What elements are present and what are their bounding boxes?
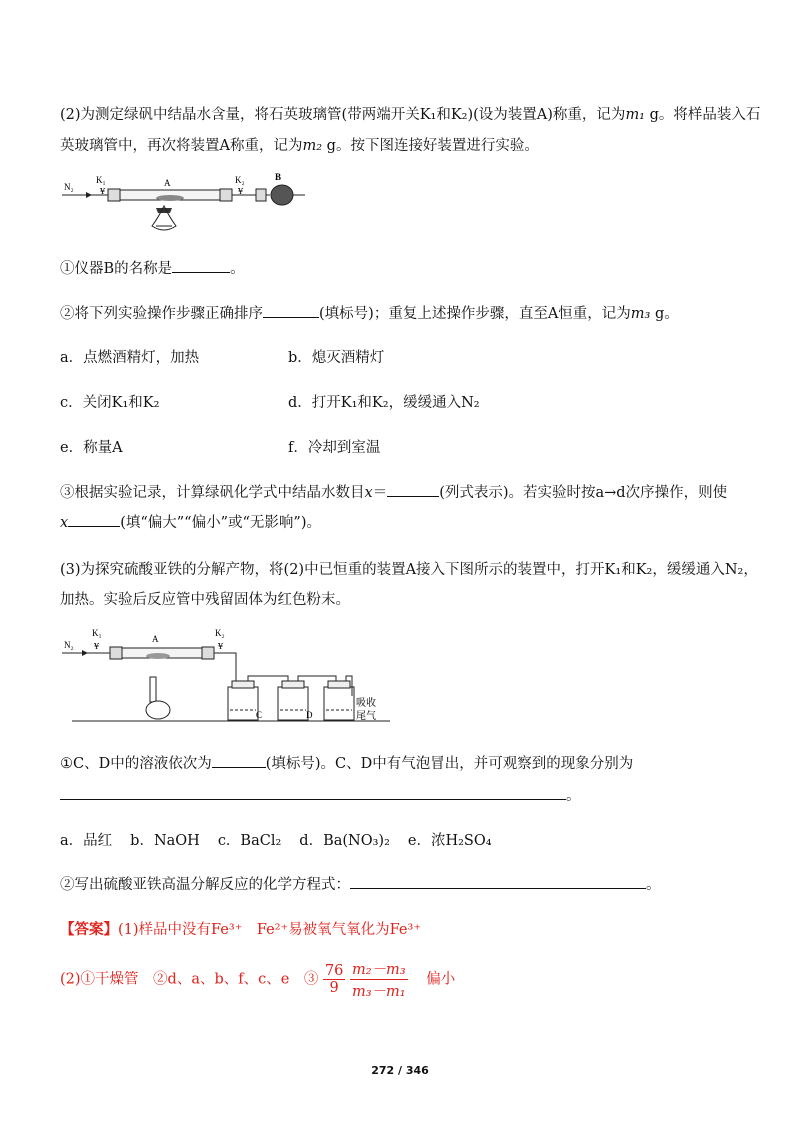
answer-blank[interactable] bbox=[350, 874, 646, 890]
fraction: $\frac{\text{m₂－m₃}}{\text{m₃－m₁}}$ bbox=[350, 958, 408, 1001]
fig2-k2-label: K₂ bbox=[215, 628, 225, 638]
fig2-c-label: C bbox=[256, 710, 263, 720]
page-number: 272 / 346 bbox=[371, 1064, 429, 1077]
option-row: e．称量A bbox=[60, 440, 123, 456]
answer-label: 【答案】 bbox=[60, 921, 118, 938]
svg-text:¥: ¥ bbox=[238, 187, 244, 196]
svg-text:¥: ¥ bbox=[94, 642, 100, 651]
fig2-absorb-label: 吸收 bbox=[356, 698, 376, 709]
fig1-k1-label: K₁ bbox=[96, 175, 106, 185]
svg-text:¥: ¥ bbox=[100, 187, 106, 196]
answer-blank[interactable] bbox=[212, 753, 266, 769]
q3-item1-line2: 。 bbox=[60, 784, 581, 805]
fig2-a-label: A bbox=[152, 634, 159, 644]
fraction: $\frac{76}{9}$ bbox=[324, 963, 344, 996]
fig1-b-label: B bbox=[275, 172, 282, 182]
apparatus-figure-1 bbox=[60, 168, 320, 238]
fig1-a-label: A bbox=[164, 178, 171, 188]
option-row-right: b．熄灭酒精灯 bbox=[288, 350, 385, 366]
fig2-d-label: D bbox=[306, 710, 313, 720]
answer-blank[interactable] bbox=[172, 258, 230, 274]
item2: ②将下列实验操作步骤正确排序 (填标号)；重复上述操作步骤，直至A恒重，记为m₃ g。 bbox=[60, 302, 679, 323]
answer-line1: 【答案】(1)样品中没有Fe³⁺ Fe²⁺易被氧气氧化为Fe³⁺ bbox=[60, 921, 421, 938]
answer-blank[interactable] bbox=[387, 482, 439, 498]
answer-blank[interactable] bbox=[263, 303, 319, 319]
option-row: c．关闭K₁和K₂ bbox=[60, 395, 160, 411]
fig1-n2-label: N₂ bbox=[64, 182, 74, 192]
apparatus-figure-2 bbox=[60, 622, 400, 727]
option-row-right: f．冷却到室温 bbox=[288, 440, 381, 456]
item3-line1: ③根据实验记录，计算绿矾化学式中结晶水数目x＝ (列式表示)。若实验时按a→d次序操作，则使 bbox=[60, 481, 727, 502]
answer-blank[interactable] bbox=[68, 512, 120, 528]
fig1-k2-label: K₂ bbox=[235, 175, 245, 185]
q3-line1: (3)为探究硫酸亚铁的分解产物，将(2)中已恒重的装置A接入下图所示的装置中，打开K₁和K₂，缓缓通入N₂， bbox=[60, 562, 758, 578]
option-row-right: d．打开K₁和K₂，缓缓通入N₂ bbox=[288, 395, 480, 411]
q3-item1: ①C、D中的溶液依次为 (填标号)。C、D中有气泡冒出，并可观察到的现象分别为 bbox=[60, 752, 633, 773]
fig2-tailgas-label: 尾气 bbox=[356, 711, 376, 722]
option-row: a．点燃酒精灯，加热 bbox=[60, 350, 200, 366]
item3-line2: x (填“偏大”“偏小”或“无影响”)。 bbox=[60, 511, 321, 532]
q2-line2: 英玻璃管中，再次将装置A称重，记为m₂ g。按下图连接好装置进行实验。 bbox=[60, 138, 539, 154]
q2-line1: (2)为测定绿矾中结晶水含量，将石英玻璃管(带两端开关K₁和K₂)(设为装置A)称重，记为m₁ g。将样品装入石 bbox=[60, 107, 761, 123]
svg-text:¥: ¥ bbox=[218, 642, 224, 651]
q3-options: a．品红 b．NaOH c．BaCl₂ d．Ba(NO₃)₂ e．浓H₂SO₄ bbox=[60, 833, 492, 849]
q3-item2: ②写出硫酸亚铁高温分解反应的化学方程式： 。 bbox=[60, 873, 661, 894]
answer-line2: (2)①干燥管 ②d、a、b、f、c、e ③ $\frac{76}{9}$ $\frac{\text{m₂－m₃}}{\text{m₃－m₁}}$ 偏小 bbox=[60, 958, 455, 1001]
q3-line2: 加热。实验后反应管中残留固体为红色粉末。 bbox=[60, 592, 350, 608]
fig2-n2-label: N₂ bbox=[64, 640, 74, 650]
item1: ①仪器B的名称是 。 bbox=[60, 257, 245, 278]
fig2-k1-label: K₁ bbox=[92, 628, 102, 638]
answer-blank[interactable] bbox=[60, 785, 566, 801]
